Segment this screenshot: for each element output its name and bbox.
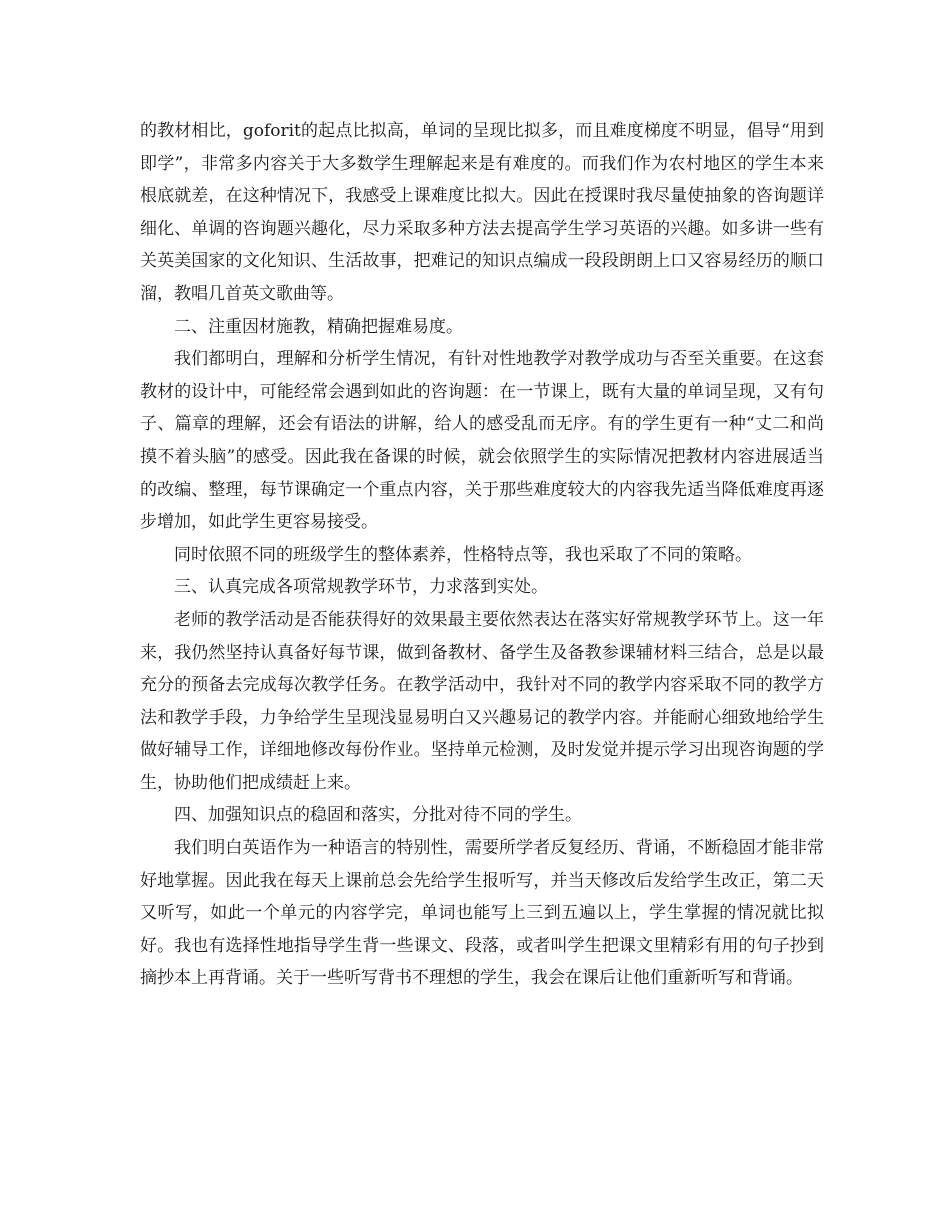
section-heading-4: 四、加强知识点的稳固和落实，分批对待不同的学生。 [174, 805, 582, 826]
paragraph: 老师的教学活动是否能获得好的效果最主要依然表达在落实好常规教学环节上。这一年来，我仍然坚持认真备好每节课，做到备教材、备学生及备教参课辅材料三结合，总是以最充分的预备去完成每次教学任务。在教学活动中，我针对不同的教学内容采取不同的教学方法和教学手段，力争给学生呈现浅显易明白又兴趣易记的教学内容。并能耐心细致地给学生做好辅导工作，详细地修改每份作业。坚持单元检测，及时发觉并提示学习出现咨询题的学生，协助他们把成绩赶上来。 [140, 609, 824, 793]
body-text [140, 115, 824, 995]
paragraph: 我们明白英语作为一种语言的特别性，需要所学者反复经历、背诵，不断稳固才能非常好地掌握。因此我在每天上课前总会先给学生报听写，并当天修改后发给学生改正，第二天又听写，如此一个单元的内容学完，单词也能写上三到五遍以上，学生掌握的情况就比拟好。我也有选择性地指导学生背一些课文、段落，或者叫学生把课文里精彩有用的句子抄到摘抄本上再背诵。关于一些听写背书不理想的学生，我会在课后让他们重新听写和背诵。 [140, 838, 824, 989]
section-heading-3: 三、认真完成各项常规教学环节，力求落到实处。 [174, 577, 548, 598]
paragraph-continued: 的教材相比，goforit的起点比拟高，单词的呈现比拟多，而且难度梯度不明显，倡导“用到即学”，非常多内容关于大多数学生理解起来是有难度的。而我们作为农村地区的学生本来根底就差，在这种情况下，我感受上课难度比拟大。因此在授课时我尽量使抽象的咨询题详细化、单调的咨询题兴趣化，尽力采取多种方法去提高学生学习英语的兴趣。如多讲一些有关英美国家的文化知识、生活故事，把难记的知识点编成一段段朗朗上口又容易经历的顺口溜，教唱几首英文歌曲等。 [140, 121, 824, 304]
section-heading-2: 二、注重因材施教，精确把握难易度。 [174, 316, 463, 337]
paragraph: 我们都明白，理解和分析学生情况，有针对性地教学对教学成功与否至关重要。在这套教材的设计中，可能经常会遇到如此的咨询题：在一节课上，既有大量的单词呈现，又有句子、篇章的理解，还会有语法的讲解，给人的感受乱而无序。有的学生更有一种“丈二和尚摸不着头脑”的感受。因此我在备课的时候，就会依照学生的实际情况把教材内容进展适当的改编、整理，每节课确定一个重点内容，关于那些难度较大的内容我先适当降低难度再逐步增加，如此学生更容易接受。 [140, 349, 824, 533]
paragraph: 同时依照不同的班级学生的整体素养，性格特点等，我也采取了不同的策略。 [174, 544, 752, 565]
